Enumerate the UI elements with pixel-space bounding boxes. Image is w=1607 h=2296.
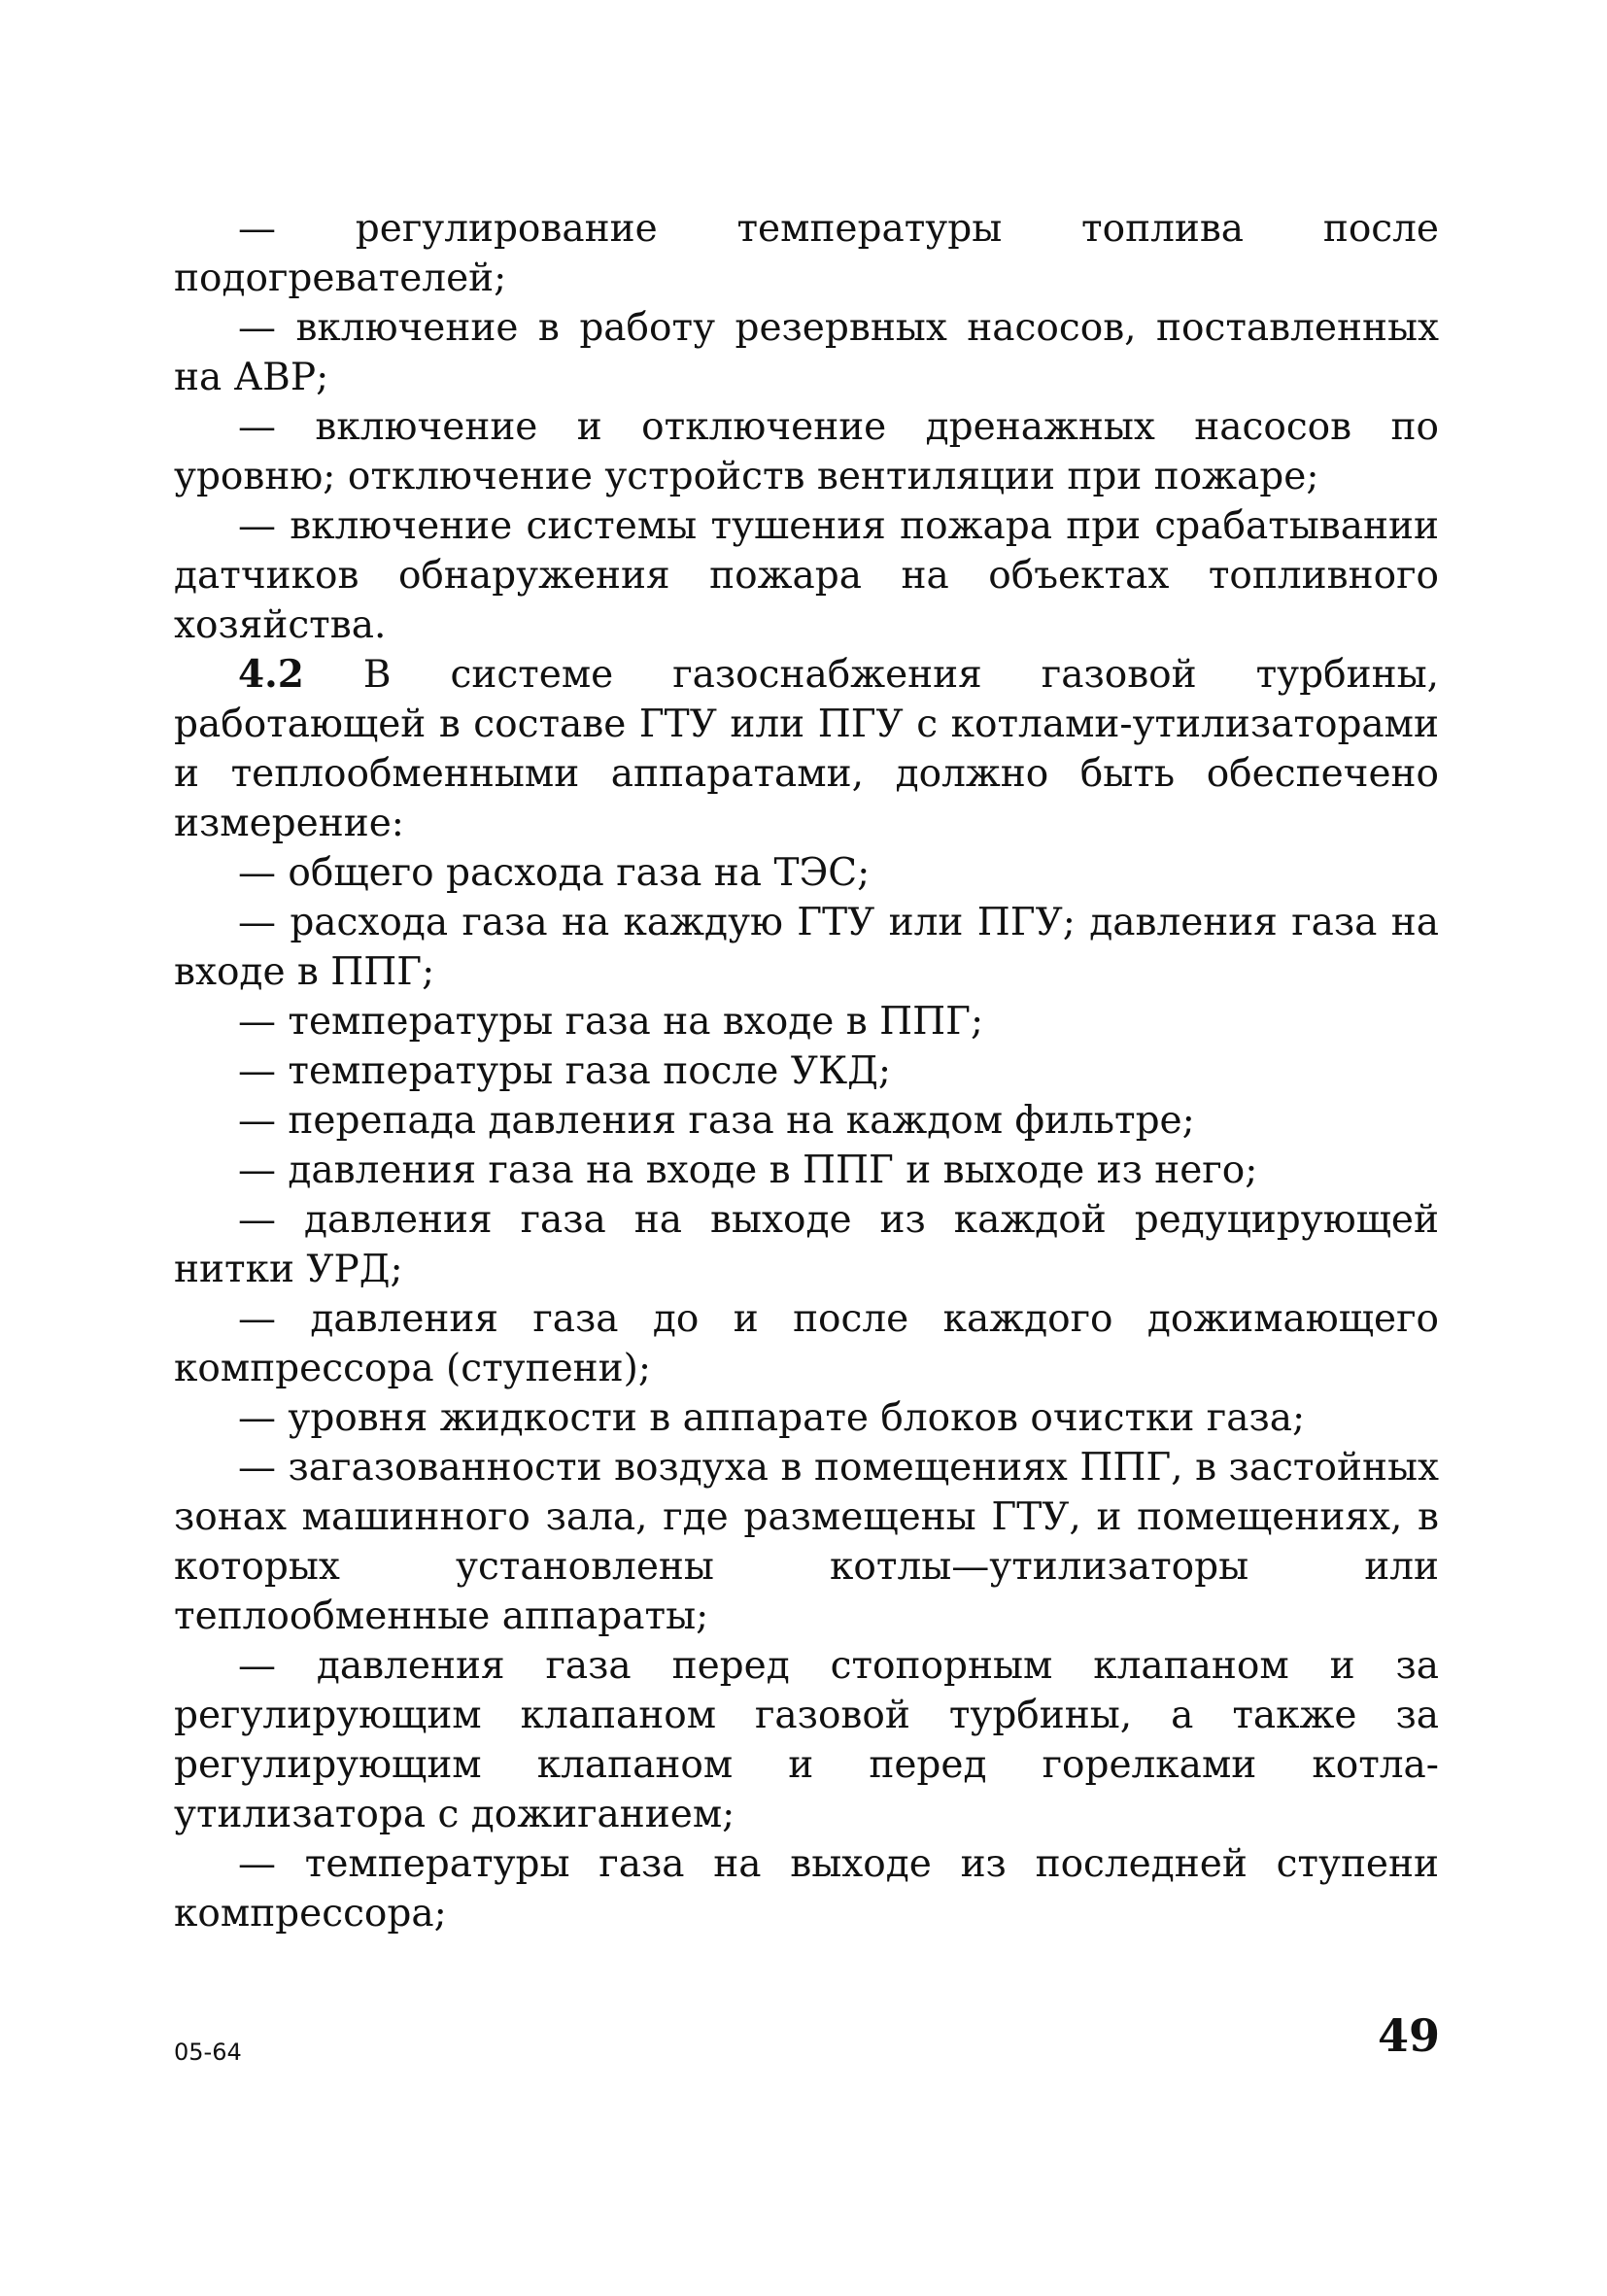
list-item: — давления газа перед стопорным клапаном и за регулирующим клапаном газовой турбины, а также за регулирующим клапаном и перед горелками котла-утилизатора с дожиганием;	[174, 1644, 1439, 1836]
list-item: — загазованности воздуха в помещениях ППГ, в застойных зонах машинного зала, где размещены ГТУ, и помещениях, в которых установлены котлы—утилизаторы или теплообменные аппараты;	[174, 1446, 1439, 1638]
list-item: — включение в работу резервных насосов, поставленных на АВР;	[174, 306, 1439, 399]
list-item: — расхода газа на каждую ГТУ или ПГУ; давления газа на входе в ППГ;	[174, 901, 1439, 994]
page-number: 49	[1377, 2009, 1440, 2062]
list-item: — температуры газа на входе в ППГ;	[238, 1000, 984, 1044]
list-item: — давления газа на выходе из каждой редуцирующей нитки УРД;	[174, 1198, 1439, 1291]
list-item: — включение системы тушения пожара при срабатывании датчиков обнаружения пожара на объектах топливного хозяйства.	[174, 504, 1439, 647]
list-item: — регулирование температуры топлива после подогревателей;	[174, 207, 1439, 300]
list-item: — давления газа на входе в ППГ и выходе из него;	[238, 1148, 1258, 1192]
section-text: В системе газоснабжения газовой турбины, работающей в составе ГТУ или ПГУ с котлами-утилизаторами и теплообменными аппаратами, должно быть обеспечено измерение:	[174, 653, 1439, 845]
list-item: — перепада давления газа на каждом фильтре;	[238, 1099, 1195, 1143]
list-item: — включение и отключение дренажных насосов по уровню; отключение устройств вентиляции при пожаре;	[174, 405, 1439, 498]
list-item: — общего расхода газа на ТЭС;	[238, 851, 871, 895]
page-body	[174, 204, 1439, 1938]
list-item: — давления газа до и после каждого дожимающего компрессора (ступени);	[174, 1297, 1439, 1390]
list-item: — температуры газа после УКД;	[238, 1049, 891, 1093]
list-item: — температуры газа на выходе из последней ступени компрессора;	[174, 1842, 1439, 1936]
document-code: 05-64	[174, 2039, 242, 2066]
section-paragraph	[174, 650, 1439, 848]
list-item: — уровня жидкости в аппарате блоков очистки газа;	[238, 1396, 1306, 1440]
section-number: 4.2	[238, 652, 304, 697]
